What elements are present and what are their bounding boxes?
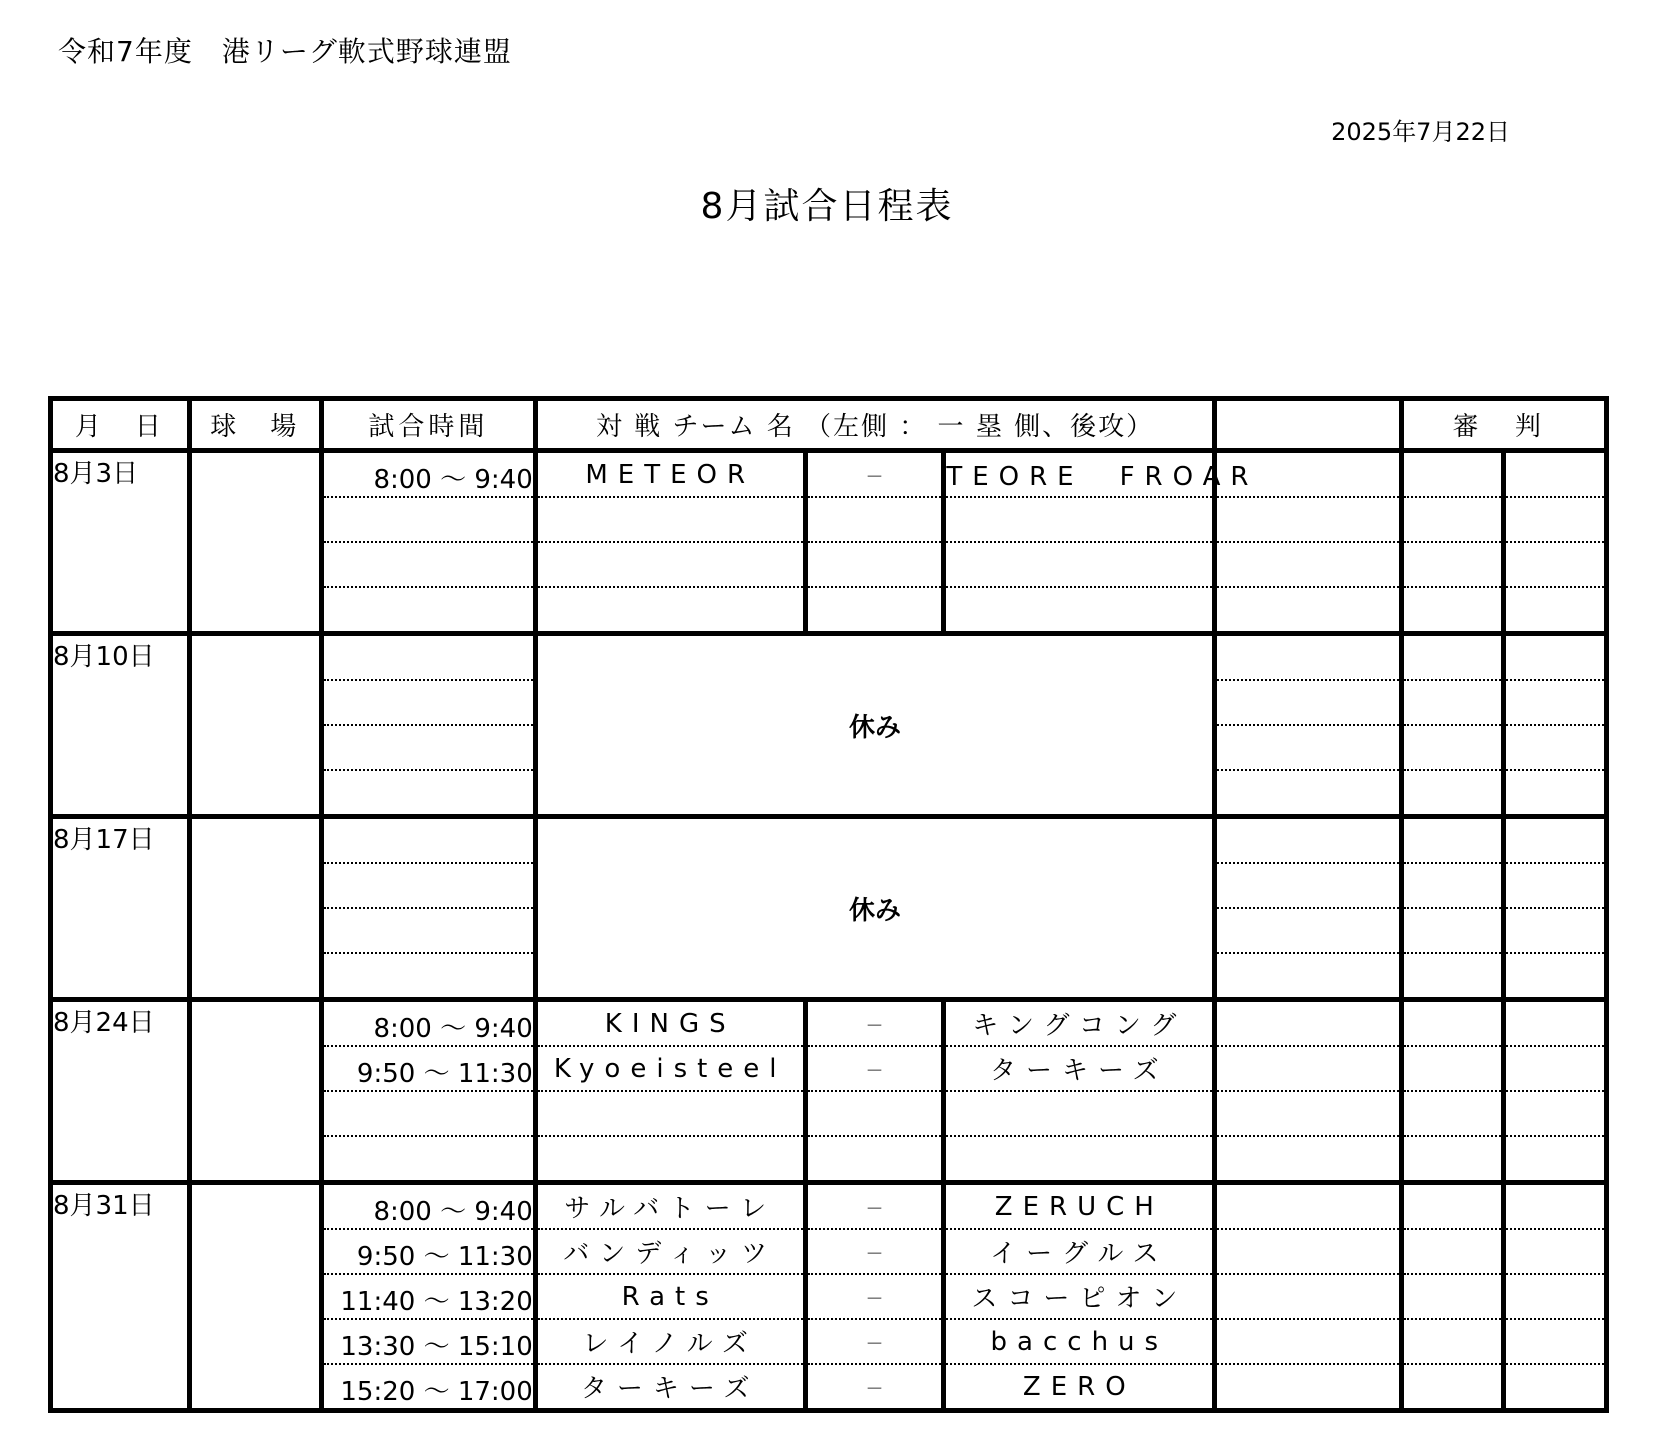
home-team: Kyoeisteel [535, 1046, 805, 1091]
versus-separator [805, 1274, 944, 1319]
blank-cell [1215, 587, 1401, 634]
blank-cell [1215, 1183, 1401, 1230]
away-team: キングコング [944, 1000, 1215, 1047]
away-team: イーグルス [944, 1229, 1215, 1274]
time-cell [321, 770, 535, 817]
umpire-cell-2 [1504, 1364, 1607, 1411]
umpire-cell-2 [1504, 587, 1607, 634]
table-row [51, 817, 1607, 864]
time-cell: 15:20 ～ 17:00 [321, 1364, 535, 1411]
home-team: METEOR [535, 451, 805, 498]
day-cell: 8月10日 [51, 634, 190, 817]
field-cell [189, 451, 321, 634]
umpire-cell-2 [1504, 1091, 1607, 1136]
rest-label: 休み [535, 817, 1215, 1000]
versus-separator [805, 1183, 944, 1230]
blank-cell [1215, 497, 1401, 542]
versus-separator [805, 451, 944, 498]
day-cell: 8月24日 [51, 1000, 190, 1183]
versus-separator [805, 1046, 944, 1091]
time-cell [321, 908, 535, 953]
blank-cell [1215, 908, 1401, 953]
umpire-cell-2 [1504, 1046, 1607, 1091]
umpire-cell-1 [1401, 1000, 1504, 1047]
away-team [944, 497, 1215, 542]
page-title: 8月試合日程表 [700, 186, 954, 227]
time-cell [321, 1136, 535, 1183]
versus-separator [805, 587, 944, 634]
time-cell [321, 953, 535, 1000]
umpire-cell-1 [1401, 908, 1504, 953]
home-team [535, 1136, 805, 1183]
umpire-cell-1 [1401, 953, 1504, 1000]
umpire-cell-2 [1504, 634, 1607, 681]
time-cell [321, 863, 535, 908]
home-team [535, 1091, 805, 1136]
versus-separator [805, 1364, 944, 1411]
organization-name: 令和7年度 港リーグ軟式野球連盟 [58, 35, 512, 68]
away-team: スコーピオン [944, 1274, 1215, 1319]
away-team [944, 1091, 1215, 1136]
time-cell: 8:00 ～ 9:40 [321, 1000, 535, 1047]
day-cell: 8月3日 [51, 451, 190, 634]
blank-cell [1215, 1319, 1401, 1364]
home-team: レイノルズ [535, 1319, 805, 1364]
time-cell [321, 587, 535, 634]
field-cell [189, 1000, 321, 1183]
umpire-cell-2 [1504, 725, 1607, 770]
rest-label: 休み [535, 634, 1215, 817]
umpire-cell-2 [1504, 908, 1607, 953]
col-time: 試合時間 [321, 399, 535, 451]
umpire-cell-1 [1401, 497, 1504, 542]
umpire-cell-1 [1401, 680, 1504, 725]
home-team: Rats [535, 1274, 805, 1319]
dash-text: － [865, 1333, 884, 1355]
umpire-cell-2 [1504, 451, 1607, 498]
blank-cell [1215, 1000, 1401, 1047]
home-team: バンディッツ [535, 1229, 805, 1274]
dash-text: － [865, 1378, 884, 1400]
umpire-cell-1 [1401, 1229, 1504, 1274]
umpire-cell-1 [1401, 1364, 1504, 1411]
versus-separator [805, 542, 944, 587]
blank-cell [1215, 863, 1401, 908]
versus-separator [805, 1091, 944, 1136]
umpire-cell-2 [1504, 1183, 1607, 1230]
home-team: サルバトーレ [535, 1183, 805, 1230]
col-date: 月 日 [51, 399, 190, 451]
home-team [535, 542, 805, 587]
blank-cell [1215, 817, 1401, 864]
blank-cell [1215, 1364, 1401, 1411]
away-team: ZERUCH [944, 1183, 1215, 1230]
blank-cell [1215, 1091, 1401, 1136]
dash-text: － [865, 1060, 884, 1082]
umpire-cell-2 [1504, 953, 1607, 1000]
away-team: ZERO [944, 1364, 1215, 1411]
away-team: TEORE FROAR [944, 451, 1215, 498]
field-cell [189, 817, 321, 1000]
time-cell [321, 1091, 535, 1136]
col-umpire: 審 判 [1401, 399, 1606, 451]
table-row [51, 1000, 1607, 1047]
home-team [535, 587, 805, 634]
time-cell: 13:30 ～ 15:10 [321, 1319, 535, 1364]
field-cell [189, 1183, 321, 1411]
table-row [51, 634, 1607, 681]
umpire-cell-1 [1401, 1136, 1504, 1183]
away-team [944, 542, 1215, 587]
dash-text: － [865, 1015, 884, 1037]
day-cell: 8月31日 [51, 1183, 190, 1411]
col-matchup: 対 戦 チーム 名 （左側 ： 一 塁 側、後攻） [535, 399, 1215, 451]
umpire-cell-1 [1401, 770, 1504, 817]
umpire-cell-1 [1401, 1046, 1504, 1091]
time-cell [321, 497, 535, 542]
umpire-cell-2 [1504, 497, 1607, 542]
schedule-body [51, 451, 1607, 1411]
umpire-cell-2 [1504, 863, 1607, 908]
umpire-cell-2 [1504, 1274, 1607, 1319]
umpire-cell-1 [1401, 634, 1504, 681]
umpire-cell-1 [1401, 1319, 1504, 1364]
blank-cell [1215, 1136, 1401, 1183]
away-team [944, 1136, 1215, 1183]
time-cell [321, 817, 535, 864]
table-row [51, 451, 1607, 498]
home-team: KINGS [535, 1000, 805, 1047]
blank-cell [1215, 1229, 1401, 1274]
umpire-cell-2 [1504, 680, 1607, 725]
umpire-cell-1 [1401, 587, 1504, 634]
blank-cell [1215, 1274, 1401, 1319]
umpire-cell-2 [1504, 817, 1607, 864]
col-blank [1215, 399, 1401, 451]
blank-cell [1215, 770, 1401, 817]
time-cell [321, 542, 535, 587]
day-cell: 8月17日 [51, 817, 190, 1000]
blank-cell [1215, 725, 1401, 770]
issue-date: 2025年7月22日 [1331, 118, 1510, 146]
time-cell: 9:50 ～ 11:30 [321, 1046, 535, 1091]
umpire-cell-2 [1504, 542, 1607, 587]
umpire-cell-2 [1504, 1000, 1607, 1047]
blank-cell [1215, 953, 1401, 1000]
away-team: bacchus [944, 1319, 1215, 1364]
umpire-cell-1 [1401, 1091, 1504, 1136]
time-cell [321, 725, 535, 770]
versus-separator [805, 1136, 944, 1183]
dash-text: － [865, 1198, 884, 1220]
time-cell: 11:40 ～ 13:20 [321, 1274, 535, 1319]
col-field: 球 場 [189, 399, 321, 451]
umpire-cell-1 [1401, 451, 1504, 498]
dash-text: － [865, 466, 884, 488]
umpire-cell-2 [1504, 1319, 1607, 1364]
time-cell [321, 634, 535, 681]
time-cell [321, 680, 535, 725]
time-cell: 8:00 ～ 9:40 [321, 451, 535, 498]
versus-separator [805, 497, 944, 542]
blank-cell [1215, 680, 1401, 725]
versus-separator [805, 1319, 944, 1364]
versus-separator [805, 1229, 944, 1274]
umpire-cell-1 [1401, 725, 1504, 770]
umpire-cell-2 [1504, 1136, 1607, 1183]
away-team [944, 587, 1215, 634]
time-cell: 8:00 ～ 9:40 [321, 1183, 535, 1230]
header-row [51, 399, 1607, 451]
umpire-cell-1 [1401, 817, 1504, 864]
versus-separator [805, 1000, 944, 1047]
dash-text: － [865, 1288, 884, 1310]
dash-text: － [865, 1243, 884, 1265]
umpire-cell-1 [1401, 1183, 1504, 1230]
away-team: ターキーズ [944, 1046, 1215, 1091]
umpire-cell-1 [1401, 1274, 1504, 1319]
umpire-cell-1 [1401, 863, 1504, 908]
umpire-cell-2 [1504, 1229, 1607, 1274]
home-team: ターキーズ [535, 1364, 805, 1411]
blank-cell [1215, 1046, 1401, 1091]
umpire-cell-2 [1504, 770, 1607, 817]
umpire-cell-1 [1401, 542, 1504, 587]
field-cell [189, 634, 321, 817]
table-row [51, 1183, 1607, 1230]
blank-cell [1215, 634, 1401, 681]
time-cell: 9:50 ～ 11:30 [321, 1229, 535, 1274]
home-team [535, 497, 805, 542]
schedule-table [48, 396, 1609, 1413]
blank-cell [1215, 542, 1401, 587]
